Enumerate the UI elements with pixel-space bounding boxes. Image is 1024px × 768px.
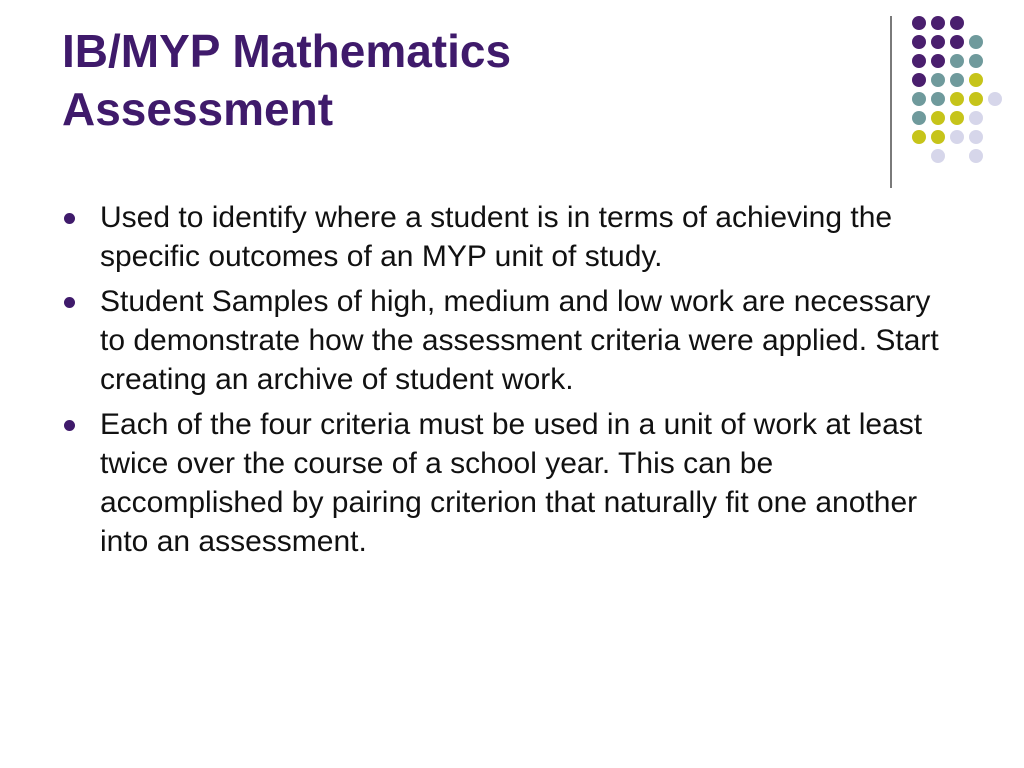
decor-dot <box>931 149 945 163</box>
decor-dot <box>912 130 926 144</box>
bullet-text: Each of the four criteria must be used in a unit of work at least twice over the course of a school year. This can be accomplished by pairing criterion that naturally fit one another into an assessment. <box>100 408 923 558</box>
decor-dot <box>950 130 964 144</box>
decor-dot <box>950 111 964 125</box>
title-line-2: Assessment <box>62 83 334 135</box>
decor-dot <box>988 92 1002 106</box>
decor-dot <box>912 35 926 49</box>
decor-dot <box>950 73 964 87</box>
decor-dot <box>931 35 945 49</box>
decor-dot <box>931 111 945 125</box>
bullet-marker <box>64 297 75 308</box>
bullet-marker <box>64 420 75 431</box>
decor-dot <box>912 54 926 68</box>
vertical-divider <box>890 16 892 188</box>
title-line-1: IB/MYP Mathematics <box>62 25 512 77</box>
bullet-list <box>62 198 962 567</box>
decor-dot <box>912 73 926 87</box>
decor-dot <box>912 16 926 30</box>
decor-dot <box>969 54 983 68</box>
bullet-item <box>62 198 962 276</box>
decor-dot <box>950 16 964 30</box>
bullet-text: Student Samples of high, medium and low work are necessary to demonstrate how the assessment criteria were applied. Start creating an archive of student work. <box>100 285 939 396</box>
decor-dot <box>912 111 926 125</box>
bullet-text: Used to identify where a student is in terms of achieving the specific outcomes of an MYP unit of study. <box>100 201 893 273</box>
decor-dot <box>931 16 945 30</box>
decor-dot <box>950 35 964 49</box>
decor-dot <box>969 149 983 163</box>
decor-dot <box>969 35 983 49</box>
decor-dot <box>931 73 945 87</box>
decor-dot <box>931 92 945 106</box>
bullet-marker <box>64 213 75 224</box>
bullet-item <box>62 405 962 561</box>
decor-dot <box>931 54 945 68</box>
decor-dot <box>912 92 926 106</box>
decor-dot <box>969 111 983 125</box>
decor-dot <box>950 92 964 106</box>
decor-dot <box>950 54 964 68</box>
decor-dot <box>969 130 983 144</box>
decor-dot <box>931 130 945 144</box>
bullet-item <box>62 282 962 399</box>
decor-dot <box>969 92 983 106</box>
slide-title <box>62 22 862 138</box>
decor-dot <box>969 73 983 87</box>
